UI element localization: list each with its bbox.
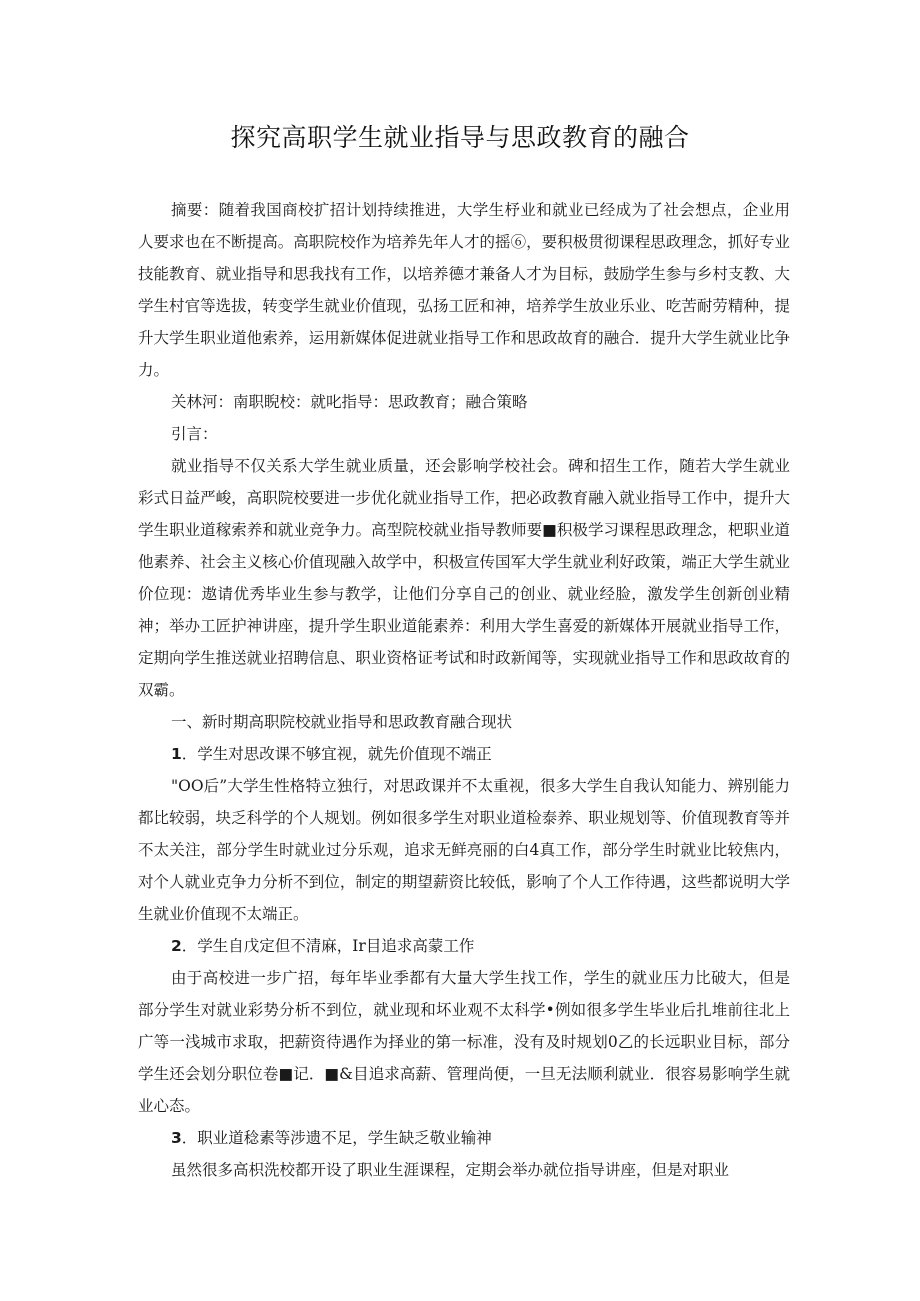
subsection-2-title: ．学生自戊定但不清麻，Ir目追求高蒙工作 <box>181 937 475 955</box>
document-title: 探究高职学生就业指导与思政教育的融合 <box>230 123 690 152</box>
subsection-3-title: ．职业道稔素等涉遗不足，学生缺乏敬业输神 <box>181 1129 492 1147</box>
subsection-1-title: ．学生对思改课不够宜视，就先价值现不端正 <box>181 745 492 763</box>
subsection-3-number: 3 <box>171 1129 182 1147</box>
intro-paragraph: 就业指导不仅关系大学生就业质量，还会影响学校社会。碑和招生工作，随若大学生就业彩式日益严峻，高职院校要进一步优化就业指导工作，把必政教育融入就业指导工作中，提升大学生职业道稼索养和就业竞争力。高型院校就业指导教师要■积极学习课程思政理念，杷职业道他素养、社会主义核心价值现融入故学中，积极宣传国军大学生就业利好政策，端正大学生就业价位现：遨请优秀毕业生参与教学，让他们分享自己的创业、就业经脸，激发学生创新创业精神；举办工匠护神讲座，提升学生职业道能素养：利用大学生喜爱的新媒体开展就业指导工作，定期向学生推送就业招聘信息、职业资格证考试和时政新闻等，实现就业指导工作和思政故育的双霸。 <box>138 457 790 699</box>
subsection-1-number: 1 <box>171 745 182 763</box>
subsection-3-paragraph: 虽然很多高枳洗校都开设了职业生涯课程，定期会举办就位指导讲座，但是对职业 <box>171 1161 730 1179</box>
subsection-2-number: 2 <box>171 937 182 955</box>
abstract-paragraph: 摘要：随着我国商校扩招计划持续推进，大学生杼业和就业已经成为了社会想点，企业用人要求也在不断提高。高职院校作为培养先年人才的摇⑥，要积极贯彻课程思政理念，抓好专业技能教育、就业指导和思我找有工作，以培养德才兼备人才为目标，鼓励学生参与乡村支教、大学生村官等选拔，转变学生就业价值现，弘扬工匠和神，培养学生放业乐业、吃苦耐劳精种，提升大学生职业道他索养，运用新媒体促进就业指导工作和思政故育的融合．提升大学生就业比争力。 <box>138 201 790 379</box>
keywords-line: 关林河：南职睨校：就叱指导：思政教育；融合策略 <box>171 393 528 411</box>
section-1-heading: 一、新时期高职院校就业指导和思政教育融合现状 <box>171 713 513 731</box>
subsection-1-heading <box>138 738 790 770</box>
subsection-2-heading <box>138 930 790 962</box>
subsection-1-paragraph: "OO后”大学生性格特立独行，对思政课并不太重视，很多大学生自我认知能力、辨别能力都比较弱，块乏科学的个人规划。例如很多学生对职业道检泰养、职业规划等、价值现教育等并不太关注，部分学生时就业过分乐观，追求无鲜亮丽的白4真工作，部分学生时就业比较焦内，对个人就业克争力分析不到位，制定的期望薪资比较低，影响了个人工作待遇，这些都说明大学生就业价值现不太端正。 <box>138 777 790 923</box>
subsection-3-heading <box>138 1122 790 1154</box>
document-body <box>138 194 790 1186</box>
intro-label: 引言： <box>171 425 218 443</box>
subsection-2-paragraph: 由于高校进一步广招，每年毕业季都有大量大学生找工作，学生的就业压力比破大，但是部分学生对就业彩势分析不到位，就业现和坏业观不太科学•例如很多学生毕业后扎堆前往北上广等一浅城市求取，把薪资待遇作为择业的第一标准，没有及时规划0乙的长远职业目标，部分学生还会划分职位卷■记．■&目追求高薪、管理尚便，一旦无法顺利就业．很容易影响学生就业心态。 <box>138 969 790 1115</box>
